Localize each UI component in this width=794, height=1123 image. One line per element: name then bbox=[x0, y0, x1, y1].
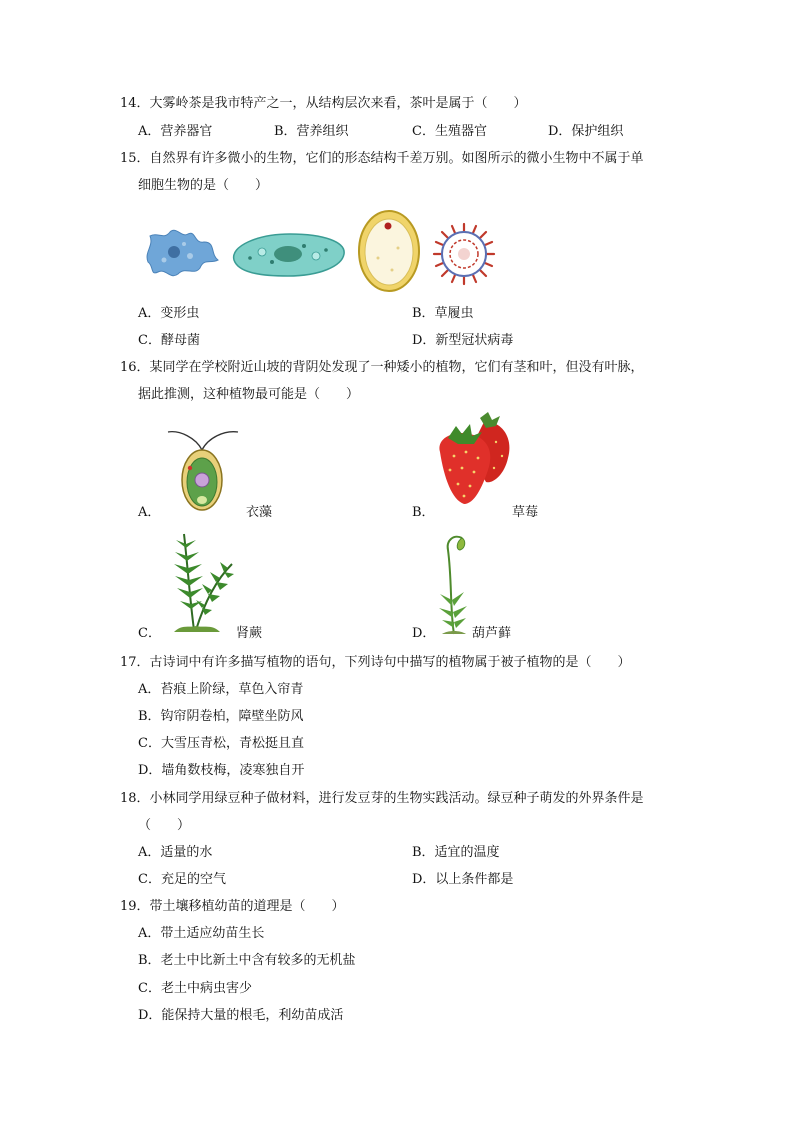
q18-option-c: C．充足的空气 bbox=[138, 872, 226, 887]
q16-option-a-letter: A． bbox=[138, 505, 161, 520]
q16-stem-line2: 据此推测，这种植物最可能是（ ） bbox=[138, 387, 360, 402]
q17-option-a: A．苔痕上阶绿，草色入帘青 bbox=[138, 682, 304, 697]
q18-option-b: B．适宜的温度 bbox=[412, 845, 500, 860]
q14-option-b: B．营养组织 bbox=[274, 124, 349, 139]
q17-stem: 17．古诗词中有许多描写植物的语句，下列诗句中描写的植物属于被子植物的是（ ） bbox=[120, 655, 631, 670]
q17-option-b: B．钩帘阴卷柏，障壁坐防风 bbox=[138, 709, 304, 724]
q16-stem-line1: 16．某同学在学校附近山坡的背阴处发现了一种矮小的植物，它们有茎和叶，但没有叶脉， bbox=[120, 360, 644, 375]
q17-option-d: D．墙角数枝梅，凌寒独自开 bbox=[138, 763, 305, 778]
chlamydomonas-image bbox=[162, 424, 242, 516]
q14-stem: 14．大雾岭茶是我市特产之一，从结构层次来看，茶叶是属于（ ） bbox=[120, 96, 527, 111]
q16-option-a-name: 衣藻 bbox=[246, 505, 273, 520]
q14-option-c: C．生殖器官 bbox=[412, 124, 487, 139]
q19-stem: 19．带土壤移植幼苗的道理是（ ） bbox=[120, 899, 345, 914]
paramecium-image bbox=[228, 228, 348, 280]
q14-option-d: D．保护组织 bbox=[548, 124, 624, 139]
q15-option-b: B．草履虫 bbox=[412, 306, 474, 321]
q19-option-b: B．老土中比新土中含有较多的无机盐 bbox=[138, 953, 356, 968]
fern-image bbox=[160, 530, 240, 636]
q15-option-d: D．新型冠状病毒 bbox=[412, 333, 514, 348]
q15-option-a: A．变形虫 bbox=[138, 306, 200, 321]
q14-option-a: A．营养器官 bbox=[138, 124, 213, 139]
q18-stem-line2: （ ） bbox=[138, 818, 191, 833]
q19-option-c: C．老土中病虫害少 bbox=[138, 981, 252, 996]
q16-option-d-name: 葫芦藓 bbox=[472, 626, 512, 641]
q18-option-a: A．适量的水 bbox=[138, 845, 213, 860]
yeast-image bbox=[356, 208, 422, 294]
q18-stem-line1: 18．小林同学用绿豆种子做材料，进行发豆芽的生物实践活动。绿豆种子萌发的外界条件是 bbox=[120, 791, 644, 806]
q16-option-c-letter: C． bbox=[138, 626, 161, 641]
q15-stem-line2: 细胞生物的是（ ） bbox=[138, 178, 269, 193]
q16-option-b-letter: B． bbox=[412, 505, 435, 520]
q16-option-d-letter: D． bbox=[412, 626, 436, 641]
q19-option-a: A．带土适应幼苗生长 bbox=[138, 926, 265, 941]
q18-option-d: D．以上条件都是 bbox=[412, 872, 514, 887]
q19-option-d: D．能保持大量的根毛，利幼苗成活 bbox=[138, 1008, 344, 1023]
q15-option-c: C．酵母菌 bbox=[138, 333, 200, 348]
q16-option-b-name: 草莓 bbox=[512, 505, 539, 520]
coronavirus-image bbox=[428, 218, 500, 290]
q16-option-c-name: 肾蕨 bbox=[236, 626, 263, 641]
q15-stem-line1: 15．自然界有许多微小的生物，它们的形态结构千差万别。如图所示的微小生物中不属于单 bbox=[120, 151, 644, 166]
strawberry-image bbox=[434, 412, 516, 508]
q17-option-c: C．大雪压青松，青松挺且直 bbox=[138, 736, 304, 751]
amoeba-image bbox=[140, 222, 220, 282]
moss-image bbox=[432, 530, 478, 638]
